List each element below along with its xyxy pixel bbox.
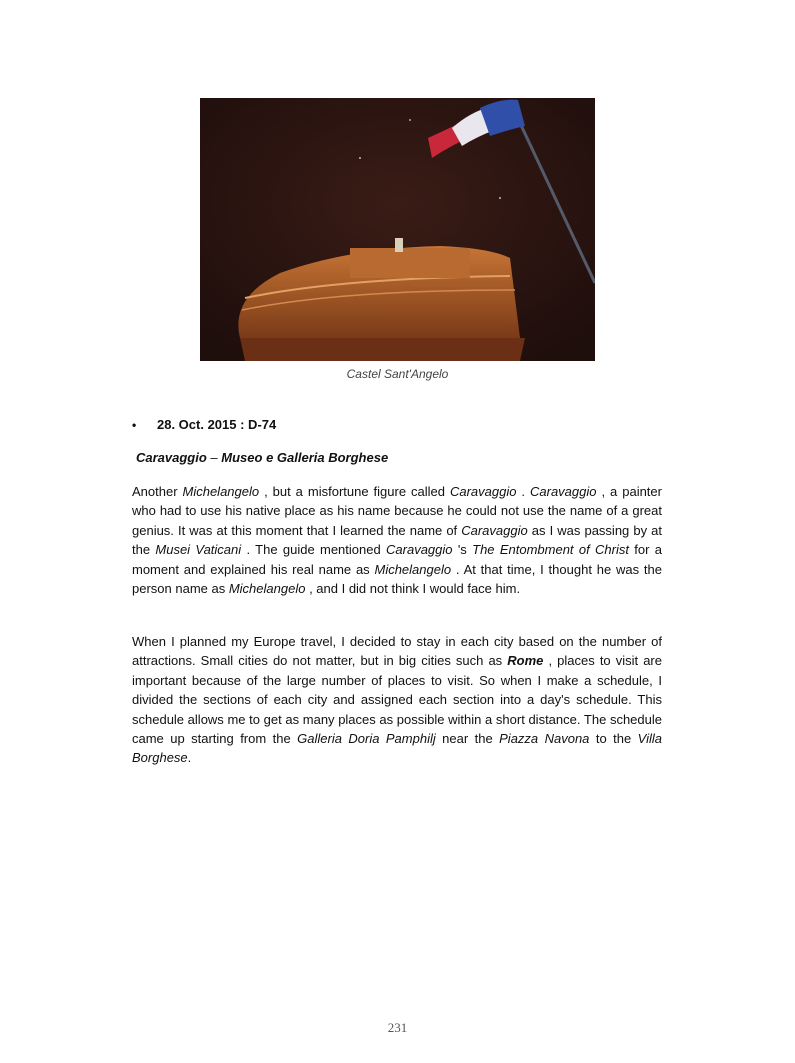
castel-sant-angelo-photo	[200, 98, 595, 361]
para1-emph-1: Michelangelo	[182, 484, 260, 499]
para2-emph-2: Piazza Navona	[499, 731, 590, 747]
para1-emph-4: Caravaggio	[461, 522, 528, 538]
para1-text-3: .	[516, 484, 530, 499]
photo-caption: Castel Sant'Angelo	[346, 367, 449, 381]
para2-text-2: , places to visit are important because of the large number of places to visit. So when I make a schedule, I divided the sections of each city and assigned each section into a day's schedule. This schedule allows me to get as many places as possible within a short distance. The schedule came up starting from the	[132, 653, 662, 747]
entry-date: 28. Oct. 2015 : D-74	[157, 417, 277, 432]
para1-text-10: , and I did not think I would face him.	[305, 581, 521, 597]
para2-text-4: to the	[589, 731, 638, 747]
page-number: 231	[387, 1020, 408, 1035]
para1-text-1: Another	[132, 484, 183, 499]
para1-text-9: . At that time, I thought he was the person name as	[132, 561, 662, 597]
para2-text-1: When I planned my Europe travel, I decided to stay in each city based on the number of attractions. Small cities do not matter, but in big cities such as	[132, 634, 662, 669]
para1-text-2: , but a misfortune figure called	[259, 484, 450, 499]
para1-text-8: for a moment and explained his real name as	[132, 542, 662, 577]
para1-emph-5: Musei Vaticani	[155, 542, 242, 558]
bullet-icon: •	[132, 417, 137, 432]
para2-emph-3: Villa Borghese	[132, 731, 662, 766]
para1-text-5: as I was passing by at the	[132, 522, 662, 558]
para2-bold-rome: Rome	[507, 653, 544, 669]
para1-emph-3: Caravaggio	[530, 484, 597, 499]
subheading-separator: –	[206, 450, 222, 465]
diary-entry-heading	[132, 417, 276, 432]
para1-emph-9: Michelangelo	[228, 581, 306, 597]
para1-emph-2: Caravaggio	[449, 484, 517, 499]
para2-text-5: .	[187, 750, 192, 766]
paragraph-travel-plan	[132, 632, 662, 768]
para1-text-6: . The guide mentioned	[241, 542, 387, 558]
para1-emph-8: Michelangelo	[374, 561, 452, 577]
para1-emph-6: Caravaggio	[386, 542, 453, 558]
paragraph-caravaggio	[132, 482, 662, 598]
para1-emph-7: The Entombment of Christ	[472, 542, 629, 558]
section-subheading	[136, 450, 388, 465]
subheading-artist: Caravaggio	[136, 450, 207, 465]
para2-emph-1: Galleria Doria Pamphilj	[297, 731, 436, 747]
para2-text-3: near the	[435, 731, 500, 747]
para1-text-7: 's	[452, 542, 473, 558]
para1-text-4: , a painter who had to use his native place as his name because he could not use the name of a great genius. It was at this moment that I learned the name of	[132, 484, 662, 538]
subheading-museum: Museo e Galleria Borghese	[221, 450, 389, 465]
